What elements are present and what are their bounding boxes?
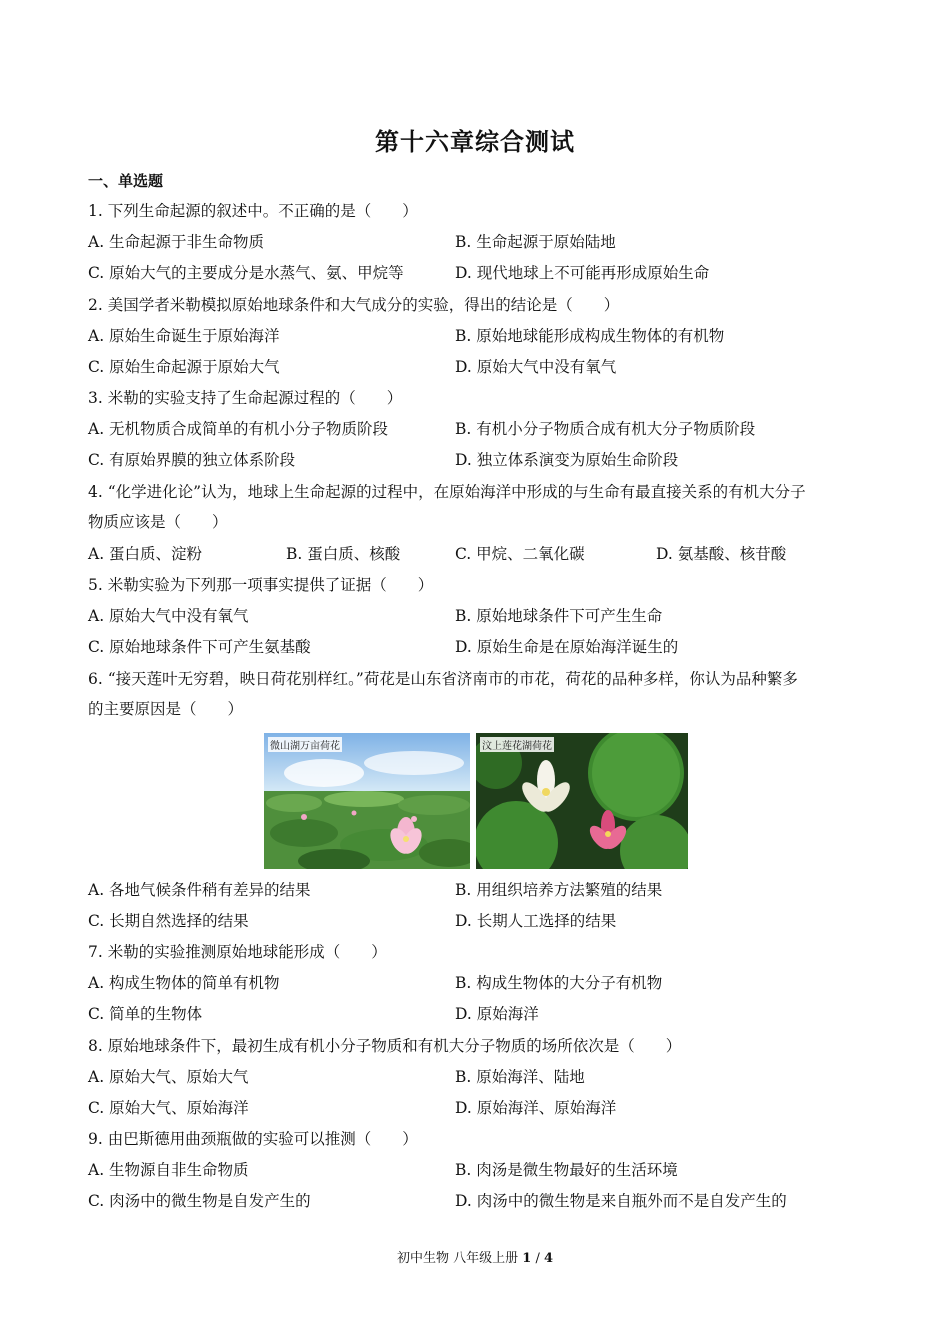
q7-option-d: D. 原始海洋 (455, 1005, 539, 1023)
question-5-options-2 (88, 637, 868, 657)
q8-option-c: C. 原始大气、原始海洋 (88, 1099, 249, 1117)
q7-option-c: C. 简单的生物体 (88, 1005, 203, 1023)
lotus-closeup-photo (476, 733, 688, 869)
q4-option-a: A. 蛋白质、淀粉 (88, 545, 203, 563)
q9-option-a: A. 生物源自非生命物质 (88, 1161, 249, 1179)
q1-option-a: A. 生命起源于非生命物质 (88, 233, 265, 251)
q8-option-a: A. 原始大气、原始大气 (88, 1068, 249, 1086)
q3-option-c: C. 有原始界膜的独立体系阶段 (88, 451, 296, 469)
question-9-options-2 (88, 1191, 868, 1211)
question-6-stem-cont: 的主要原因是（ ） (88, 700, 244, 718)
question-2-options-2 (88, 357, 868, 377)
footer-separator: / (531, 1251, 544, 1266)
q4-option-c: C. 甲烷、二氧化碳 (455, 545, 585, 563)
q9-option-d: D. 肉汤中的微生物是来自瓶外而不是自发产生的 (455, 1192, 787, 1210)
question-3-stem: 3. 米勒的实验支持了生命起源过程的（ ） (88, 389, 403, 407)
question-6-stem: 6. “接天莲叶无穷碧，映日荷花别样红。”荷花是山东省济南市的市花，荷花的品种多样，你认为品种繁多 (88, 670, 798, 688)
q1-option-b: B. 生命起源于原始陆地 (455, 233, 616, 251)
q2-option-b: B. 原始地球能形成构成生物体的有机物 (455, 327, 725, 345)
q3-option-a: A. 无机物质合成简单的有机小分子物质阶段 (88, 420, 389, 438)
q6-option-a: A. 各地气候条件稍有差异的结果 (88, 881, 311, 899)
lotus-field-photo (264, 733, 470, 869)
q4-option-d: D. 氨基酸、核苷酸 (656, 545, 787, 563)
q2-option-c: C. 原始生命起源于原始大气 (88, 358, 280, 376)
q5-option-a: A. 原始大气中没有氧气 (88, 607, 249, 625)
q6-option-b: B. 用组织培养方法繁殖的结果 (455, 881, 663, 899)
q5-option-b: B. 原始地球条件下可产生生命 (455, 607, 663, 625)
document-title: 第十六章综合测试 (375, 127, 575, 156)
question-3-options-2 (88, 450, 868, 470)
question-2-stem: 2. 美国学者米勒模拟原始地球条件和大气成分的实验，得出的结论是（ ） (88, 296, 620, 314)
q8-option-d: D. 原始海洋、原始海洋 (455, 1099, 617, 1117)
question-4-stem-cont: 物质应该是（ ） (88, 513, 228, 531)
question-5-stem: 5. 米勒实验为下列那一项事实提供了证据（ ） (88, 576, 434, 594)
q4-option-b: B. 蛋白质、核酸 (286, 545, 401, 563)
q2-option-d: D. 原始大气中没有氧气 (455, 358, 617, 376)
question-9-stem: 9. 由巴斯德用曲颈瓶做的实验可以推测（ ） (88, 1130, 418, 1148)
question-1-options (88, 232, 868, 252)
q9-option-b: B. 肉汤是微生物最好的生活环境 (455, 1161, 678, 1179)
q3-option-d: D. 独立体系演变为原始生命阶段 (455, 451, 679, 469)
lotus-photos (264, 733, 688, 869)
question-4-options (88, 544, 868, 564)
question-5-options (88, 606, 868, 626)
question-3-options (88, 419, 868, 439)
q7-option-a: A. 构成生物体的简单有机物 (88, 974, 280, 992)
question-9-options (88, 1160, 868, 1180)
question-7-options (88, 973, 868, 993)
footer-total-pages: 4 (543, 1251, 554, 1266)
q7-option-b: B. 构成生物体的大分子有机物 (455, 974, 663, 992)
q5-option-d: D. 原始生命是在原始海洋诞生的 (455, 638, 679, 656)
question-8-options-2 (88, 1098, 868, 1118)
q6-option-c: C. 长期自然选择的结果 (88, 912, 249, 930)
question-6-options-2 (88, 911, 868, 931)
footer-page-number: 1 (522, 1251, 532, 1266)
question-8-options (88, 1067, 868, 1087)
footer-text: 初中生物 八年级上册 (396, 1251, 519, 1266)
q1-option-c: C. 原始大气的主要成分是水蒸气、氨、甲烷等 (88, 264, 404, 282)
q6-option-d: D. 长期人工选择的结果 (455, 912, 617, 930)
q3-option-b: B. 有机小分子物质合成有机大分子物质阶段 (455, 420, 756, 438)
right-photo-caption: 汶上莲花湖荷花 (480, 737, 554, 752)
section-heading: 一、单选题 (88, 172, 164, 190)
page-footer (0, 1247, 950, 1266)
question-4-stem: 4. “化学进化论”认为，地球上生命起源的过程中，在原始海洋中形成的与生命有最直接关系的有机大分子 (88, 483, 806, 501)
left-photo-caption: 微山湖万亩荷花 (268, 737, 342, 752)
q1-option-d: D. 现代地球上不可能再形成原始生命 (455, 264, 710, 282)
question-7-options-2 (88, 1004, 868, 1024)
question-8-stem: 8. 原始地球条件下，最初生成有机小分子物质和有机大分子物质的场所依次是（ ） (88, 1037, 682, 1055)
q5-option-c: C. 原始地球条件下可产生氨基酸 (88, 638, 311, 656)
q9-option-c: C. 肉汤中的微生物是自发产生的 (88, 1192, 311, 1210)
question-7-stem: 7. 米勒的实验推测原始地球能形成（ ） (88, 943, 387, 961)
question-2-options (88, 326, 868, 346)
question-1-options-2 (88, 263, 868, 283)
question-1-stem: 1. 下列生命起源的叙述中。不正确的是（ ） (88, 202, 418, 220)
question-6-options (88, 880, 868, 900)
q8-option-b: B. 原始海洋、陆地 (455, 1068, 585, 1086)
q2-option-a: A. 原始生命诞生于原始海洋 (88, 327, 280, 345)
